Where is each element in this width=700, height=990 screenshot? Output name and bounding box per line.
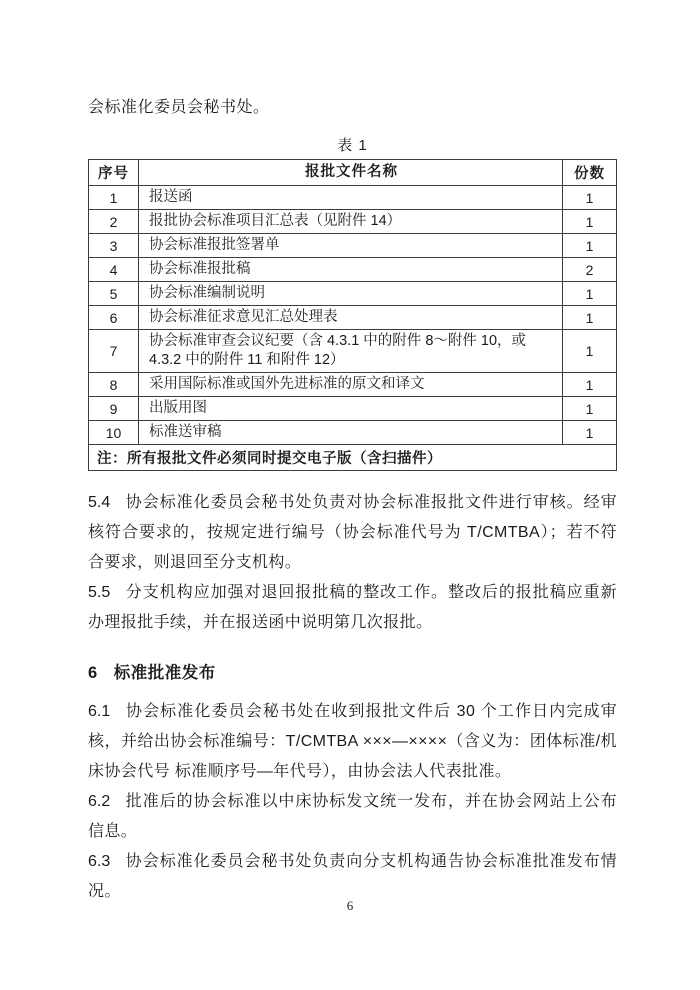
cell-serial: 3: [89, 234, 139, 258]
clause-text: 协会标准化委员会秘书处负责对协会标准报批文件进行审核。经审核符合要求的，按规定进行编号（协会标准代号为 T/CMTBA）；若不符合要求，则退回至分支机构。: [88, 494, 617, 571]
header-document-name: 报批文件名称: [139, 160, 563, 186]
cell-copies: 1: [563, 421, 617, 445]
clauses-section-5: [88, 488, 617, 638]
table-row: [89, 258, 617, 282]
cell-copies: 1: [563, 397, 617, 421]
clause-text: 协会标准化委员会秘书处在收到报批文件后 30 个工作日内完成审核，并给出协会标准编号：T/CMTBA ×××—××××（含义为：团体标准/机床协会代号 标准顺序号—年代号），由协会法人代表批准。: [88, 703, 617, 780]
cell-name: 出版用图: [139, 397, 563, 421]
clause-6-1: [88, 697, 617, 787]
clause-text: 协会标准化委员会秘书处负责向分支机构通告协会标准批准发布情况。: [88, 853, 617, 900]
cell-serial: 6: [89, 306, 139, 330]
table-row: [89, 373, 617, 397]
cell-copies: 1: [563, 373, 617, 397]
header-copies: 份数: [563, 160, 617, 186]
cell-copies: 1: [563, 282, 617, 306]
table-header-row: [89, 160, 617, 186]
approval-documents-table: [88, 159, 617, 471]
cell-serial: 10: [89, 421, 139, 445]
section-6-heading: [88, 659, 617, 683]
clause-number: 5.5: [88, 584, 111, 601]
table-row: [89, 306, 617, 330]
cell-name: 报批协会标准项目汇总表（见附件 14）: [139, 210, 563, 234]
cell-copies: 1: [563, 306, 617, 330]
cell-name: 协会标准编制说明: [139, 282, 563, 306]
table-row: [89, 210, 617, 234]
intro-paragraph: 会标准化委员会秘书处。: [88, 99, 270, 116]
document-page: [88, 96, 617, 907]
header-serial-number: 序号: [89, 160, 139, 186]
table-row: [89, 397, 617, 421]
table-row: [89, 282, 617, 306]
section-title: 标准批准发布: [113, 664, 216, 682]
cell-serial: 5: [89, 282, 139, 306]
table-row: [89, 330, 617, 373]
cell-copies: 2: [563, 258, 617, 282]
cell-serial: 8: [89, 373, 139, 397]
table-note: 注：所有报批文件必须同时提交电子版（含扫描件）: [89, 445, 617, 471]
cell-name: 协会标准报批稿: [139, 258, 563, 282]
cell-serial: 9: [89, 397, 139, 421]
section-number: 6: [88, 664, 98, 682]
cell-copies: 1: [563, 210, 617, 234]
cell-name: 标准送审稿: [139, 421, 563, 445]
cell-serial: 7: [89, 330, 139, 373]
table-caption: 表 1: [337, 137, 368, 154]
clause-number: 6.2: [88, 793, 111, 810]
table-row: [89, 234, 617, 258]
cell-copies: 1: [563, 234, 617, 258]
cell-name: 协会标准报批签署单: [139, 234, 563, 258]
clause-5-5: [88, 578, 617, 638]
clause-5-4: [88, 488, 617, 578]
cell-serial: 4: [89, 258, 139, 282]
cell-name: 协会标准征求意见汇总处理表: [139, 306, 563, 330]
clause-number: 6.1: [88, 703, 111, 720]
cell-copies: 1: [563, 186, 617, 210]
clause-text: 批准后的协会标准以中床协标发文统一发布，并在协会网站上公布信息。: [88, 793, 617, 840]
clause-number: 6.3: [88, 853, 111, 870]
cell-serial: 1: [89, 186, 139, 210]
clauses-section-6: [88, 697, 617, 907]
clause-6-2: [88, 787, 617, 847]
cell-name: 协会标准审查会议纪要（含 4.3.1 中的附件 8～附件 10，或 4.3.2 中的附件 11 和附件 12）: [139, 330, 563, 373]
table-row: [89, 186, 617, 210]
page-number: 6: [346, 898, 354, 913]
cell-copies: 1: [563, 330, 617, 373]
cell-name: 报送函: [139, 186, 563, 210]
cell-serial: 2: [89, 210, 139, 234]
clause-text: 分支机构应加强对退回报批稿的整改工作。整改后的报批稿应重新办理报批手续，并在报送函中说明第几次报批。: [88, 584, 617, 631]
table-row: [89, 421, 617, 445]
cell-name: 采用国际标准或国外先进标准的原文和译文: [139, 373, 563, 397]
table-note-row: [89, 445, 617, 471]
clause-number: 5.4: [88, 494, 111, 511]
